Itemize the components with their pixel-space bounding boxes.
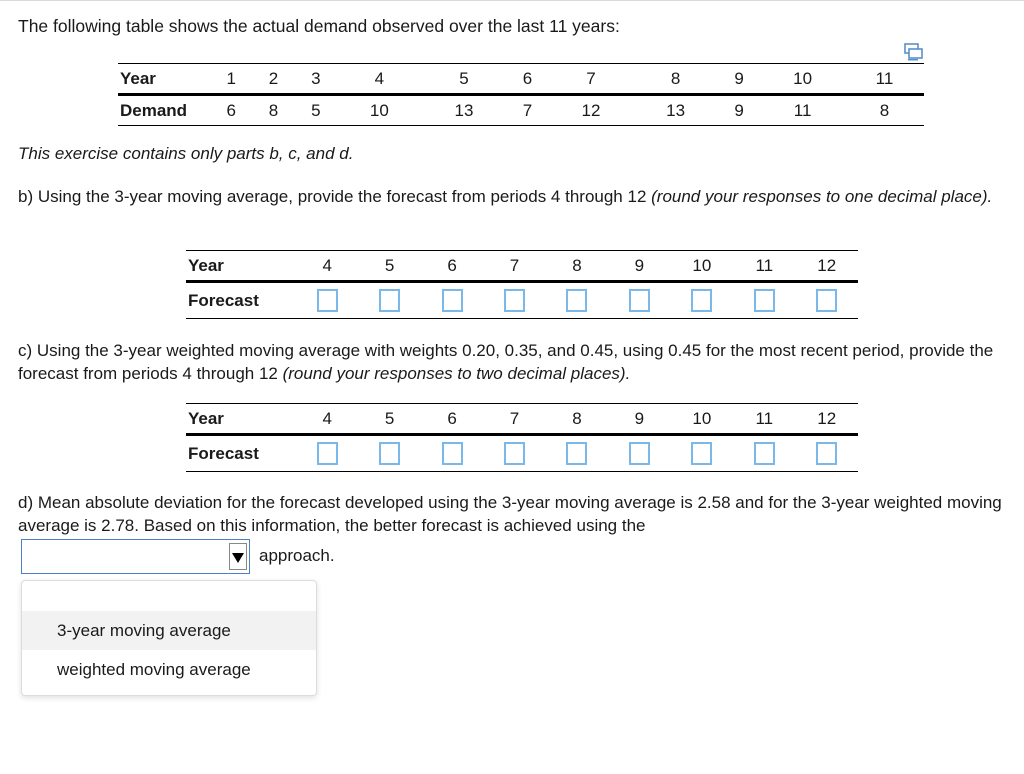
part-b-text: b) Using the 3-year moving average, provide the forecast from periods 4 through 12 [18,187,652,206]
forecast-input-c-10[interactable] [691,442,712,465]
demand-cell: 10 [337,95,422,126]
forecast-cell [671,435,733,472]
approach-dropdown-menu [21,580,317,696]
forecast-input-b-10[interactable] [691,289,712,312]
year-cell: 10 [760,64,845,95]
forecast-cell [546,435,608,472]
exercise-note: This exercise contains only parts b, c, and d. [18,144,354,163]
part-c-text: c) Using the 3-year weighted moving average with weights 0.20, 0.35, and 0.45, using 0.45 for the most recent period, provide the forecast from periods 4 through 12 [18,341,994,383]
forecast-input-c-4[interactable] [317,442,338,465]
forecast-input-b-9[interactable] [629,289,650,312]
row-label-year: Year [118,64,210,95]
year-cell: 7 [483,251,545,282]
year-cell: 11 [733,404,795,435]
row-label-forecast: Forecast [186,282,296,319]
forecast-input-b-4[interactable] [317,289,338,312]
year-cell: 11 [733,251,795,282]
forecast-input-b-8[interactable] [566,289,587,312]
part-c-question [18,339,1013,385]
table-row-forecast [186,435,858,472]
forecast-cell [546,282,608,319]
forecast-cell [608,435,670,472]
year-cell: 5 [358,251,420,282]
forecast-input-c-7[interactable] [504,442,525,465]
year-cell: 5 [358,404,420,435]
demand-cell: 13 [422,95,507,126]
table-row-year [186,404,858,435]
forecast-cell [483,435,545,472]
year-cell: 8 [633,64,718,95]
table-row-demand [118,95,924,126]
forecast-cell [733,282,795,319]
year-cell: 3 [295,64,337,95]
forecast-input-c-6[interactable] [442,442,463,465]
table-row-year [118,64,924,95]
forecast-input-c-5[interactable] [379,442,400,465]
year-cell: 7 [483,404,545,435]
year-cell: 9 [608,251,670,282]
forecast-cell [483,282,545,319]
year-cell: 11 [845,64,924,95]
option-3-year-moving-average[interactable]: 3-year moving average [22,611,316,650]
forecast-cell [358,435,420,472]
forecast-input-c-11[interactable] [754,442,775,465]
year-cell: 7 [549,64,634,95]
year-cell: 6 [421,404,483,435]
row-label-year: Year [186,251,296,282]
demand-cell: 11 [760,95,845,126]
forecast-cell [671,282,733,319]
year-cell: 10 [671,404,733,435]
forecast-cell [608,282,670,319]
demand-cell: 12 [549,95,634,126]
forecast-c-table [186,403,858,472]
top-divider [0,0,1024,1]
part-b-question [18,185,1013,208]
year-cell: 6 [421,251,483,282]
approach-suffix: approach. [259,546,335,565]
year-cell: 12 [796,251,859,282]
forecast-cell [296,435,358,472]
forecast-input-b-12[interactable] [816,289,837,312]
year-cell: 2 [252,64,294,95]
forecast-input-c-9[interactable] [629,442,650,465]
forecast-input-b-7[interactable] [504,289,525,312]
row-label-demand: Demand [118,95,210,126]
forecast-input-b-11[interactable] [754,289,775,312]
approach-select[interactable] [21,539,250,574]
demand-cell: 7 [506,95,548,126]
forecast-cell [733,435,795,472]
part-b-hint: (round your responses to one decimal place). [651,187,993,206]
year-cell: 4 [337,64,422,95]
year-cell: 4 [296,251,358,282]
forecast-cell [358,282,420,319]
year-cell: 6 [506,64,548,95]
year-cell: 4 [296,404,358,435]
forecast-b-table [186,250,858,319]
forecast-cell [796,435,859,472]
forecast-input-c-8[interactable] [566,442,587,465]
row-label-year: Year [186,404,296,435]
year-cell: 8 [546,404,608,435]
year-cell: 9 [608,404,670,435]
year-cell: 12 [796,404,859,435]
forecast-cell [796,282,859,319]
row-label-forecast: Forecast [186,435,296,472]
forecast-input-b-5[interactable] [379,289,400,312]
forecast-cell [296,282,358,319]
year-cell: 1 [210,64,252,95]
demand-cell: 8 [845,95,924,126]
demand-table [118,63,924,126]
year-cell: 8 [546,251,608,282]
forecast-input-b-6[interactable] [442,289,463,312]
table-row-year [186,251,858,282]
demand-cell: 9 [718,95,760,126]
year-cell: 9 [718,64,760,95]
table-row-forecast [186,282,858,319]
demand-cell: 5 [295,95,337,126]
part-d-question: d) Mean absolute deviation for the forecast developed using the 3-year moving average is 2.58 and for the 3-year weighted moving average is 2.78. Based on this information, the better forecast is achieved using the [18,493,1002,535]
demand-cell: 6 [210,95,252,126]
dropdown-arrow-icon[interactable] [229,543,247,570]
demand-cell: 8 [252,95,294,126]
forecast-cell [421,282,483,319]
copy-icon[interactable] [904,43,924,61]
demand-cell: 13 [633,95,718,126]
part-c-hint: (round your responses to two decimal places). [282,364,631,383]
intro-text: The following table shows the actual demand observed over the last 11 years: [18,16,620,36]
forecast-input-c-12[interactable] [816,442,837,465]
option-weighted-moving-average[interactable]: weighted moving average [57,660,251,679]
year-cell: 5 [422,64,507,95]
year-cell: 10 [671,251,733,282]
forecast-cell [421,435,483,472]
